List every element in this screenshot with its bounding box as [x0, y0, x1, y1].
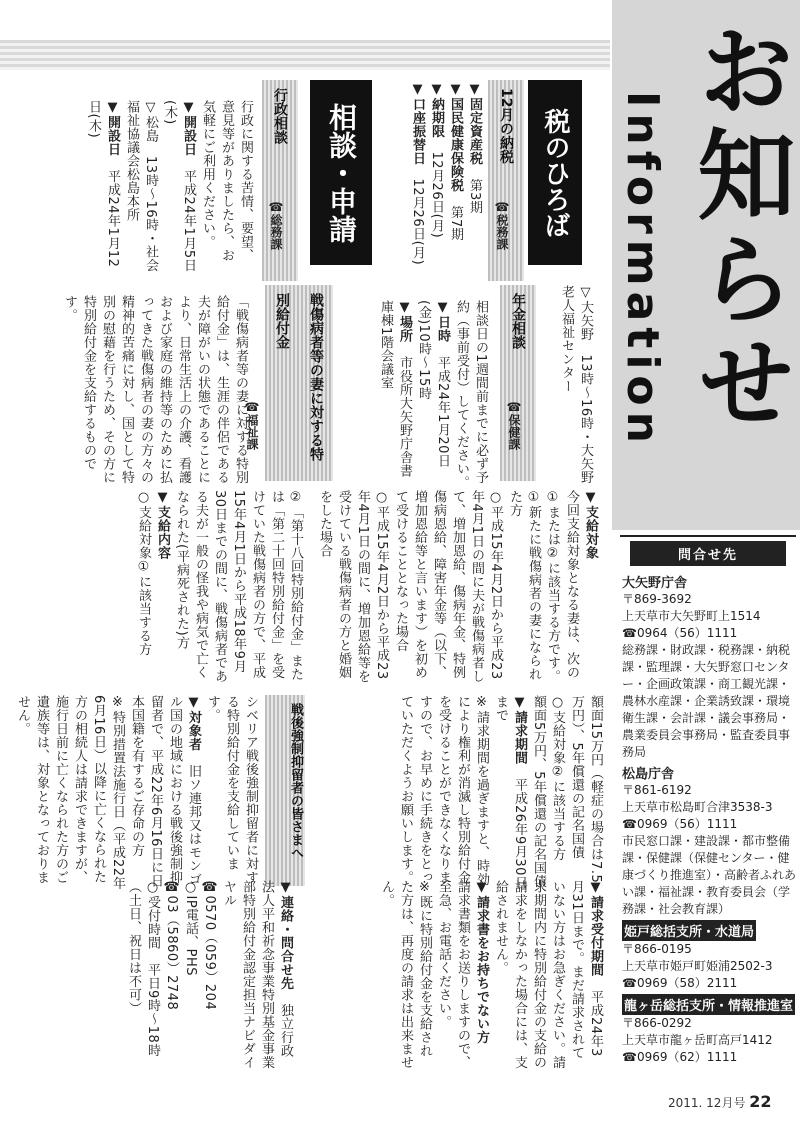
- detained-block-1: [15, 695, 260, 895]
- detained-docs: ▼請求書をお持ちでない方 請求書類をお送りしますので、至急、お電話ください。: [436, 880, 489, 1069]
- detained-note-2: ※既に特別給付金を支給された方は、再度の請求は出来ません。: [379, 880, 432, 1069]
- banner-title: お知らせ: [681, 20, 795, 436]
- office-name: 龍ヶ岳総括支所・情報推進室: [622, 994, 795, 1015]
- detained-block-2: [300, 880, 605, 1070]
- injured-target-2: [50, 490, 305, 685]
- office-address: 上天草市姫戸町姫浦2502-3: [622, 959, 773, 973]
- tax-heading: 税のひろば: [528, 80, 582, 265]
- office-address: 上天草市龍ヶ岳町高戸1412: [622, 1033, 773, 1047]
- contact-office-himedo: [620, 918, 796, 992]
- injured-body: 「戦傷病者等の妻に対する特別給付金」は、生涯の伴侶である夫が障がいの状態であることにより、日常生活上の介護、看護および家庭の維持等のために払ってきた戦傷病者の妻の方々の精神的苦痛に対し、国として特別の慰藉を行うため、その方に特別給付金を支給するものです。: [62, 295, 248, 484]
- gyosei-date2: ▼開設日 平成24年1月12日(木): [86, 100, 120, 268]
- office-departments: 市民窓口課・建設課・都市整備課・保健課（保健センター・健康づくり推進室）・高齢者ふれあい課・福祉課・教育委員会（学務課・社会教育課）: [622, 834, 797, 916]
- injured-content: ▼支給内容: [155, 490, 170, 560]
- injured-target-1a: ○平成15年4月2日から平成23年4月1日の間に夫が戦傷病者して、増加恩給、傷病年金、特例傷病恩給、障害年金等（以下、増加恩給等と言います）を初めて受けることとなった場合: [393, 490, 503, 684]
- office-zip: 〒866-0292: [622, 1016, 692, 1030]
- contact-office-matsushima: [620, 763, 796, 918]
- injured-target-text: 今回支給対象となる妻は、次の①または②に該当する方です。: [545, 490, 579, 683]
- consult-heading: 相談・申請: [310, 80, 372, 265]
- pension-date: ▼日時 平成24年1月20日(金)10時～15時: [416, 300, 450, 468]
- gyosei-date: ▼開設日 平成24年1月5日(木): [162, 100, 196, 273]
- tax-item-3: ▼納期限 12月26日(月): [429, 82, 444, 239]
- injured-amount: 額面15万円（軽症の場合は7.5万円）、5年償還の記名国債: [569, 695, 603, 884]
- injured-content-text: ○支給対象①に該当する方: [136, 490, 151, 656]
- office-name: 大矢野庁舎: [622, 576, 688, 591]
- injured-target-head: ▼支給対象: [583, 490, 598, 560]
- detained-period: ▼請求受付期間 平成24年3月31日まで。まだ請求されていない方はお急ぎください。請求期間内に特別給付金の支給の請求をしなかった場合には、支給されません。: [493, 880, 603, 1069]
- office-address: 上天草市大矢野町上1514: [622, 609, 761, 623]
- office-tel: ☎0964（56）1111: [622, 626, 738, 640]
- injured-note: ※請求期間を過ぎますと、時効により権利が消滅し特別給付金を受けることができなくなりますので、お早めに手続きをとっていただくようお願いします。: [398, 695, 489, 886]
- pension-title: 年金相談: [500, 285, 536, 481]
- banner-information-word: Information: [617, 91, 668, 449]
- detained-note: ※特別措置法施行日（平成22年6月16日）以降に亡くなられた方の相続人は請求できますが、施行日前に亡くなられた方のご遺族等は、対象となっておりません。: [15, 695, 125, 891]
- office-zip: 〒861-6192: [622, 783, 692, 797]
- injured-amount-2: 額面5万円、5年償還の記名国債: [531, 695, 546, 889]
- injured-amount-block: [315, 695, 605, 895]
- pension-oyano: ▽大矢野 13時～16時・大矢野老人福祉センター: [559, 285, 593, 485]
- contact-box: [620, 535, 796, 1067]
- office-zip: 〒866-0195: [622, 942, 692, 956]
- office-departments: 総務課・財政課・税務課・納税課・監理課・大矢野窓口センター・企画政策課・商工観光課・農林水産課・企業誘致課・環境衛生課・会計課・議会事務局・農業委員会事務局・監査委員事務局: [622, 643, 791, 759]
- tax-item-4: ▼口座振替日 12月26日(月): [410, 82, 425, 266]
- injured-target-2c: ○支給対象②に該当する方: [550, 695, 565, 861]
- office-tel: ☎0969（62）1111: [622, 1050, 738, 1064]
- pension-dept: ☎保健課: [507, 400, 521, 450]
- detained-tel-2: ○IP電話、PHS: [183, 880, 198, 977]
- office-zip: 〒869-3692: [622, 592, 692, 606]
- gyosei-text: 行政に関する苦情、要望、意見等がありましたら、お気軽にご利用ください。: [200, 100, 253, 262]
- header-stripe: [0, 40, 610, 70]
- contact-office-ryugatake: [620, 992, 796, 1066]
- tax-item-2: ▼国民健康保険税 第7期: [448, 82, 463, 242]
- office-name: 松島庁舎: [622, 767, 675, 782]
- injured-period: ▼請求期間 平成26年9月30日まで: [493, 695, 527, 890]
- gyosei-dept: ☎総務課: [269, 200, 283, 250]
- detained-contact-head: ▼連絡・問合せ先 独立行政法人平和祈念事業特別基金事業部特別給付金認定担当ナビダイヤル: [221, 880, 293, 1069]
- tax-item-1: ▼固定資産税 第3期: [467, 82, 482, 215]
- gyosei-title: 行政相談: [262, 80, 298, 281]
- tax-sub-heading: 12月の納税: [488, 80, 524, 281]
- office-tel: ☎0969（58）2111: [622, 976, 738, 990]
- gyosei-body: [50, 100, 255, 275]
- contact-heading: 問合せ先: [630, 541, 786, 566]
- injured-target-1: ①新たに戦傷病者の妻になられた方: [507, 490, 541, 681]
- detained-hours: ○受付時間 平日9時～18時（土日、祝日は不可）: [126, 880, 160, 1057]
- injured-title: 戦傷病者等の妻に対する特別給付金: [265, 285, 333, 481]
- injured-target: [310, 490, 600, 685]
- tax-dept: ☎税務課: [495, 200, 509, 250]
- office-name: 姫戸総括支所・水道局: [622, 920, 756, 941]
- detained-title: 戦後強制抑留者の皆さまへ: [265, 695, 305, 886]
- injured-dept: ☎福祉課: [245, 400, 259, 450]
- pension-text: 相談日の1週間前までに必ず予約（事前受付）してください。: [454, 300, 488, 489]
- pension-body: [360, 300, 490, 490]
- page-footer: [668, 1092, 772, 1111]
- pension-place: ▼場所 市役所大矢野庁舎書庫棟1階会議室: [378, 300, 412, 478]
- injured-target-2-text: ②「第十八回特別給付金」または「第二十回特別給付金」を受けていた戦傷病者の方で、平成15年4月1日から平成18年9月30日までの間に、戦傷病者である夫が一般の怪我や病気で亡くなられた(平病死された)方: [174, 490, 303, 684]
- detained-tel-1: ☎0570（059）204: [202, 880, 217, 1011]
- page-number: 22: [749, 1092, 772, 1111]
- detained-contact: [50, 880, 295, 1070]
- contact-office-oyano: [620, 572, 796, 761]
- tax-items: [380, 82, 484, 272]
- injured-target-1b: ○平成15年4月2日から平成23年4月1日の間に、増加恩給等を受けている戦傷病者の方と婚姻をした場合: [317, 490, 389, 684]
- office-address: 上天草市松島町合津3538-3: [622, 800, 773, 814]
- issue-label: 2011. 12月号: [668, 1096, 746, 1110]
- gyosei-matsushima: ▽松島 13時～16時・社会福祉協議会松島本所: [124, 100, 158, 273]
- detained-target: ▼対象者 旧ソ連邦又はモンゴル国の地域における戦後強制抑留者で、平成22年6月16日に日本国籍を有するご存命の方: [129, 695, 201, 888]
- detained-body: シベリア戦後強制抑留者に対する特別給付金を支給しています。: [205, 695, 258, 884]
- detained-tel-3: ☎03（5860）2748: [164, 880, 179, 1011]
- office-tel: ☎0969（56）1111: [622, 817, 738, 831]
